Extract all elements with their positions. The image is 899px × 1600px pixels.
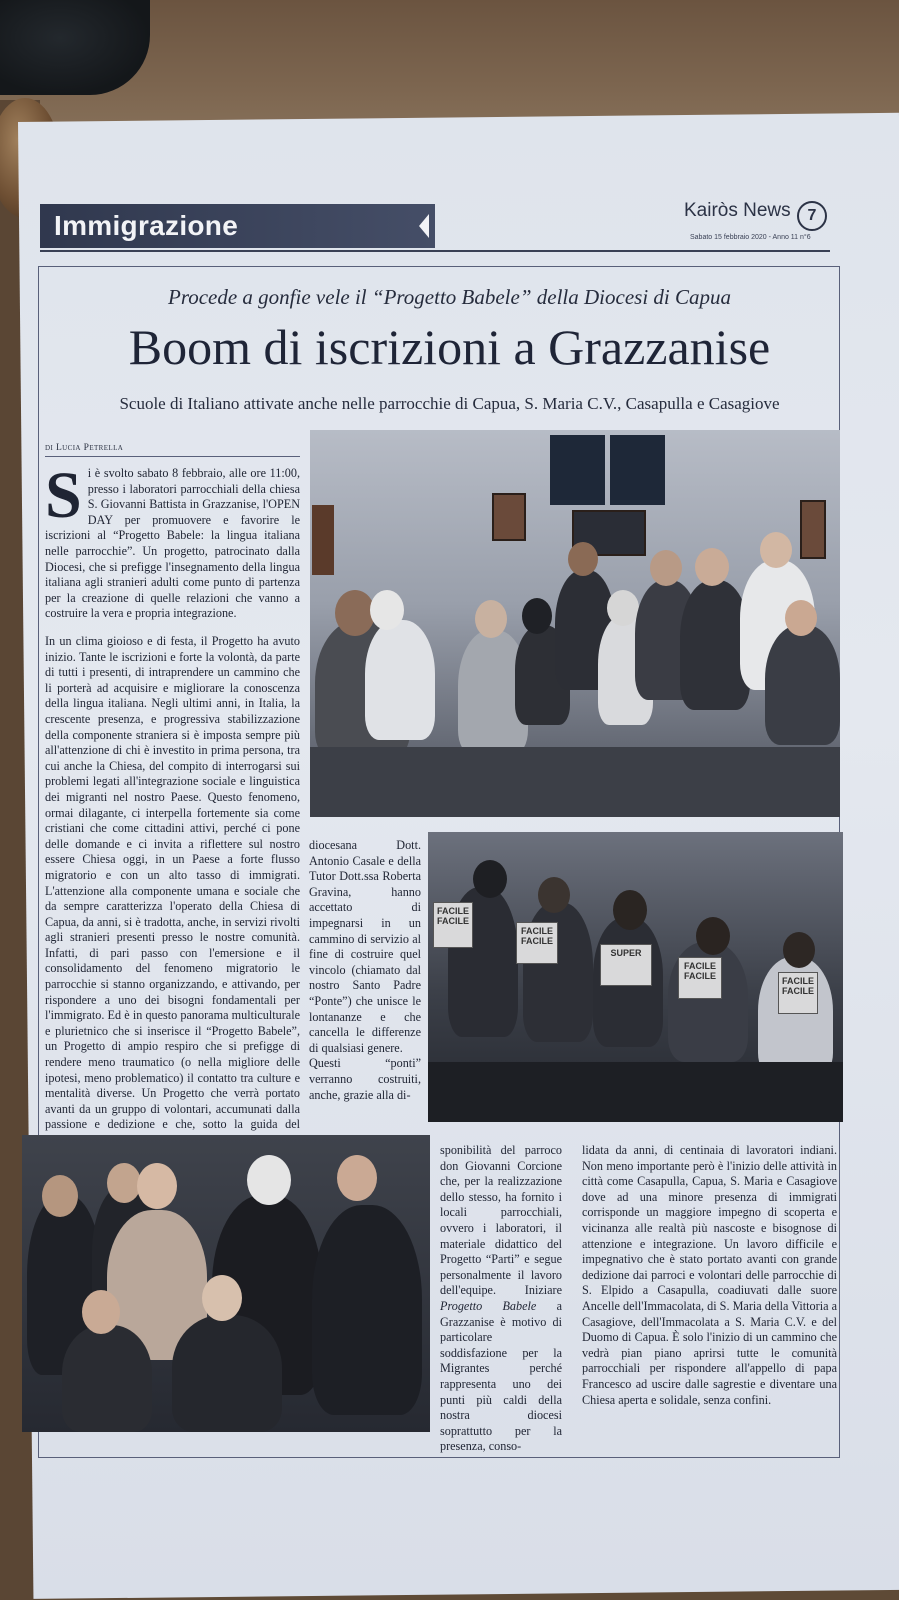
- drop-cap: S: [45, 459, 82, 532]
- person-head: [475, 600, 507, 638]
- photo-students-books: [428, 832, 843, 1122]
- page-number: 7: [797, 201, 827, 231]
- paragraph-col3: sponibilità del parroco don Giovanni Corcione che, per la realizzazione dello stesso, ha fornito i locali parrocchiali, ovvero i laboratori, il materiale didattico del Progetto “Parti” e segue personalmente il lavoro dell'equipe. Iniziare Progetto Babele a Grazzanise è motivo di particolare soddisfazione per la Migrantes perché rappresenta uno dei punti più caldi della nostra diocesi soprattutto per la presenza, conso-: [440, 1143, 562, 1454]
- header-rule: [40, 250, 830, 252]
- person-head: [650, 550, 682, 586]
- article-headline: Boom di iscrizioni a Grazzanise: [128, 319, 771, 375]
- article-subhead: Scuole di Italiano attivate anche nelle parrocchie di Capua, S. Maria C.V., Casapulla e Casagiove: [119, 394, 780, 413]
- paragraph-col2: diocesana Dott. Antonio Casale e della Tutor Dott.ssa Roberta Gravina, hanno accettato di impegnarsi in un cammino di servizio al fine di costruire quel vincolo (chiamato dal nostro Santo Padre “Ponte”) che unisce le lontananze e che cancella le differenze di qualsiasi genere.: [309, 838, 421, 1055]
- window-curtain: [610, 435, 665, 505]
- window-curtain: [550, 435, 605, 505]
- person-head: [137, 1163, 177, 1209]
- person-head: [522, 598, 552, 634]
- column-1-main: [45, 634, 300, 1149]
- paragraph-intro: i è svolto sabato 8 febbraio, alle ore 11:00, presso i laboratori parrocchiali della chiesa S. Giovanni Battista in Grazzanise, l'OPEN DAY per promuovere e favorire le iscrizioni al “Progetto Babele: la lingua italiana nelle parrocchie”. Un progetto, patrocinato dalla Diocesi, che si prefigge l'insegnamento della lingua italiana agli stranieri adulti come punto di partenza per la creazione di quelle relazioni che vanno a costruire la vera e propria integrazione.: [45, 466, 300, 621]
- book: FACILE FACILE: [516, 922, 558, 964]
- crucifix-icon: [312, 505, 334, 575]
- banner-notch-icon: [419, 214, 429, 238]
- dark-object: [0, 0, 150, 95]
- person-head: [760, 532, 792, 568]
- person-head: [335, 590, 375, 636]
- book: FACILE FACILE: [678, 957, 722, 999]
- person-head: [568, 542, 598, 576]
- person: [312, 1205, 422, 1415]
- person-head: [695, 548, 729, 586]
- person-head: [337, 1155, 377, 1201]
- person-head: [473, 860, 507, 898]
- person: [172, 1315, 282, 1432]
- person-head: [247, 1155, 291, 1205]
- column-4: [582, 1143, 837, 1408]
- column-3: [440, 1143, 562, 1455]
- photo-volunteers-group: [22, 1135, 430, 1432]
- section-title: Immigrazione: [54, 210, 239, 241]
- floor: [310, 747, 840, 817]
- masthead-brand: [684, 200, 791, 222]
- paragraph-main: In un clima gioioso e di festa, il Progetto ha avuto inizio. Tante le iscrizioni e forte la volontà, da parte di tutti i presenti, di intraprendere un cammino che li porterà ad acquisire e migliorare la conoscenza della lingua italiana. Negli ultimi anni, in Italia, la crescente presenza, e progressiva stabilizzazione della componente straniera si è imposta sempre più all'attenzione di chi è investito in prima persona, tra cui anche la Chiesa, del compito di interrogarsi sui problemi legati all'integrazione sociale e linguistica dei migranti nel nostro Paese. Questo fenomeno, ormai dilagante, ci interpella fortemente sia come cristiani che come cittadini attivi, perché ci pone delle domande e ci invita a riflettere sul nostro essere Chiesa oggi, in un Paese a forte flusso migratorio e con un alto tasso di immigrati. L'attenzione alla componente umana e sociale che da sempre caratterizza l'operato della Chiesa di Capua, da anni, si è tradotta, anche, in servizi rivolti agli stranieri presenti presso le nostre comunità. Infatti, di pari passo con l'emersione e il consolidamento del fenomeno migratorio le parrocchie si stanno organizzando, e attivando, per rispondere a uno dei bisogni fondamentali per l'immigrato. Ed è in questo panorama multiculturale e plurietnico che si inserisce il “Progetto Babele”, un Progetto di ampio respiro che si prefigge di rendere meno traumatico (o nella migliore delle ipotesi, meno problematico) il contatto tra culture e mentalità diverse. Un Progetto che verrà portato avanti da un gruppo di volontari, accumunati dalla passione e dedizione e che, sotto la guida del: [45, 634, 300, 1132]
- book: SUPER: [600, 944, 652, 986]
- dateline: Sabato 15 febbraio 2020 - Anno 11 n°6: [690, 234, 811, 241]
- person-head: [42, 1175, 78, 1217]
- floor: [428, 1062, 843, 1122]
- book: FACILE FACILE: [778, 972, 818, 1014]
- person-head: [607, 590, 639, 626]
- person: [765, 625, 840, 745]
- person-head: [202, 1275, 242, 1321]
- person-head: [783, 932, 815, 968]
- byline-rule: [45, 456, 300, 457]
- project-name: Progetto Babele: [440, 1298, 537, 1313]
- photo-group-classroom: [310, 430, 840, 817]
- byline: di Lucia Petrella: [45, 443, 124, 453]
- paragraph-col4: lidata da anni, di centinaia di lavoratori indiani. Non meno importante però è l'inizio delle attività in città come Casapulla, Capua, S. Maria e Casagiove dove ad una minore presenza di immigrati corrisponde un maggiore impegno di scoperta e vicinanza alle realtà più nascoste e bisognose di attenzione e integrazione. Un lavoro difficile e impegnativo che è stato portato avanti con grande dedizione dai parroci e volontari delle parrocchie di S. Elpido a Casapulla, coadiuvati dalle suore Ancelle dell'Immacolata, di S. Maria della Vittoria a Casagiove, dell'Immacolata a S. Maria C.V. e del Duomo di Capua. È solo l'inizio di un cammino che vedrà pian piano aprirsi tutte le comunità parrocchiali per rispondere all'appello di papa Francesco ad uscire dalle sagrestie e diventare una Chiesa aperta e solidale, senza confini.: [582, 1143, 837, 1407]
- person-head: [613, 890, 647, 930]
- person-head: [538, 877, 570, 913]
- person-head: [370, 590, 404, 630]
- brand-name: Kairòs News: [684, 200, 791, 221]
- section-banner: [40, 204, 435, 248]
- wall-icon-picture: [492, 493, 526, 541]
- person-head: [82, 1290, 120, 1334]
- person-head: [107, 1163, 141, 1203]
- person-head: [785, 600, 817, 636]
- article-kicker: Procede a gonfie vele il “Progetto Babele” della Diocesi di Capua: [168, 285, 731, 309]
- wall-poster: [800, 500, 826, 559]
- paragraph-col2b: Questi “ponti” verranno costruiti, anche, grazie alla di-: [309, 1056, 421, 1102]
- book: FACILE FACILE: [433, 902, 473, 948]
- person-head: [696, 917, 730, 955]
- column-1-intro: [45, 459, 300, 622]
- column-2: [309, 838, 421, 1103]
- person: [62, 1325, 152, 1432]
- person: [365, 620, 435, 740]
